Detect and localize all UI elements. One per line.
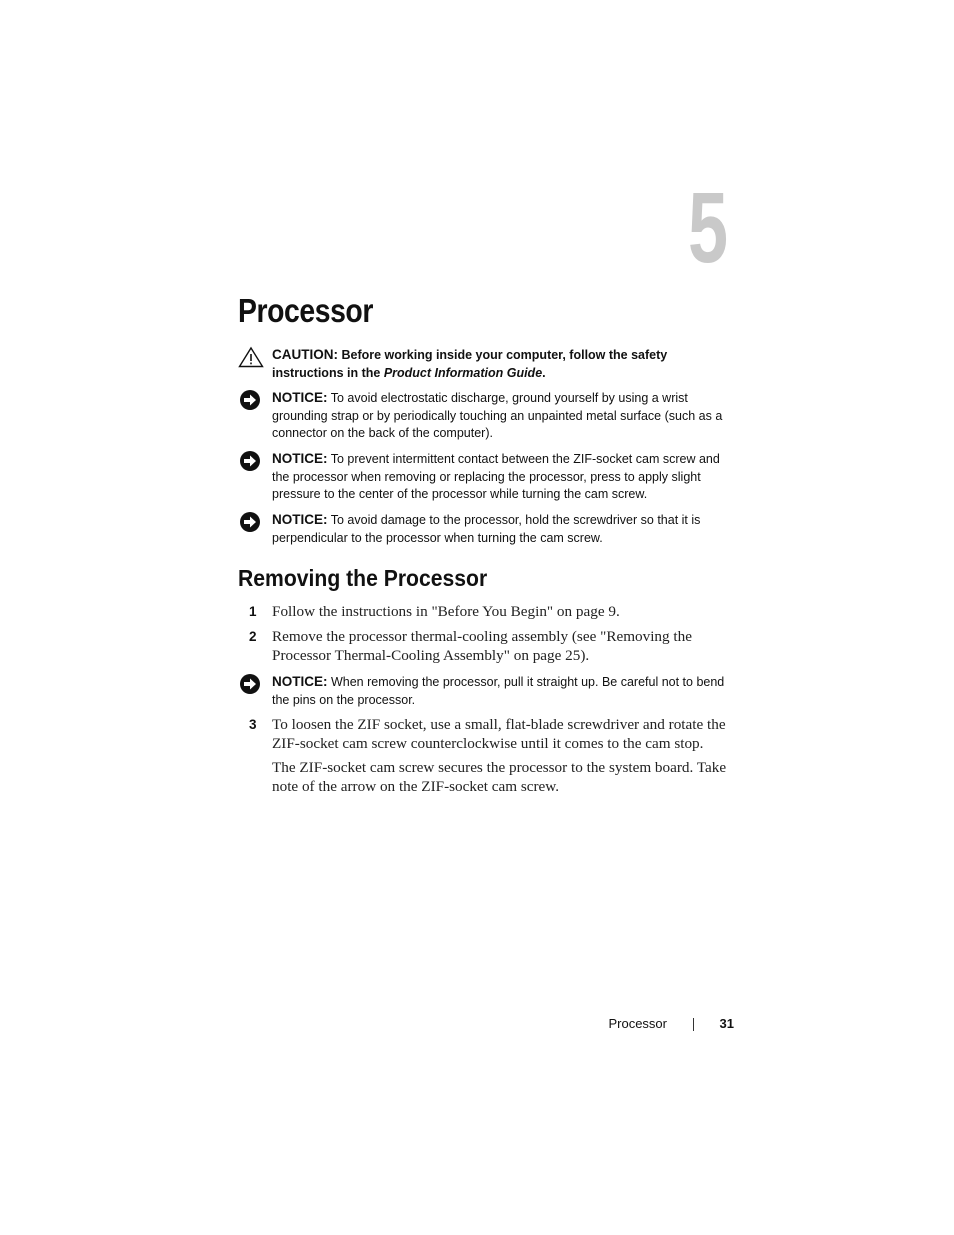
list-item — [238, 715, 738, 753]
step-number: 3 — [249, 717, 257, 732]
notice-intermittent-contact — [238, 450, 736, 504]
notice-label: NOTICE: — [272, 674, 328, 689]
notice-arrow-icon — [238, 450, 264, 472]
notice-remove-processor — [238, 673, 736, 709]
notice-arrow-icon — [238, 511, 264, 533]
caution-text: Before working inside your computer, follow the safety instructions in the — [272, 348, 668, 380]
chapter-number: 5 — [688, 172, 729, 284]
notice-arrow-icon — [238, 389, 264, 411]
notice-arrow-icon — [238, 673, 264, 695]
warning-triangle-icon — [238, 346, 264, 368]
caution-label: CAUTION: — [272, 347, 338, 362]
notice-text: When removing the processor, pull it straight up. Be careful not to bend the pins on the processor. — [272, 675, 725, 707]
notice-text: To avoid electrostatic discharge, ground yourself by using a wrist grounding strap or by periodically touching an unpainted metal surface (such as a connector on the back of the computer). — [272, 391, 723, 440]
step-text: Remove the processor thermal-cooling assembly (see "Removing the Processor Thermal-Cooling Assembly" on page 25). — [272, 628, 692, 664]
footer-section: Processor — [608, 1016, 667, 1031]
caution-guide-title: Product Information Guide — [383, 365, 543, 380]
caution-note: CAUTION: Before working inside your computer, follow the safety instructions in the Product Information Guide. — [238, 346, 736, 382]
step-number: 2 — [249, 629, 257, 644]
notice-text: To avoid damage to the processor, hold the screwdriver so that it is perpendicular to the processor when turning the cam screw. — [272, 513, 701, 545]
page-footer — [560, 1015, 738, 1035]
notice-label: NOTICE: — [272, 390, 328, 405]
notice-text: To prevent intermittent contact between the ZIF-socket cam screw and the processor when removing or replacing the processor, press to apply slight pressure to the center of the processor while turning the cam screw. — [272, 452, 720, 501]
footer-divider — [693, 1018, 694, 1031]
notice-screwdriver — [238, 511, 736, 547]
step-number: 1 — [249, 604, 257, 619]
section-title: Removing the Processor — [238, 565, 488, 591]
notice-label: NOTICE: — [272, 512, 328, 527]
page-number: 31 — [719, 1016, 734, 1031]
notice-label: NOTICE: — [272, 451, 328, 466]
list-item — [238, 602, 738, 621]
step-text: Follow the instructions in "Before You Begin" on page 9. — [272, 603, 620, 620]
notice-esd — [238, 389, 736, 443]
list-item — [238, 627, 738, 665]
step-text: To loosen the ZIF socket, use a small, flat-blade screwdriver and rotate the ZIF-socket cam screw counterclockwise until it comes to the cam stop. — [272, 716, 726, 752]
body-paragraph: The ZIF-socket cam screw secures the processor to the system board. Take note of the arrow on the ZIF-socket cam screw. — [272, 759, 727, 795]
page-title: Processor — [238, 292, 373, 329]
